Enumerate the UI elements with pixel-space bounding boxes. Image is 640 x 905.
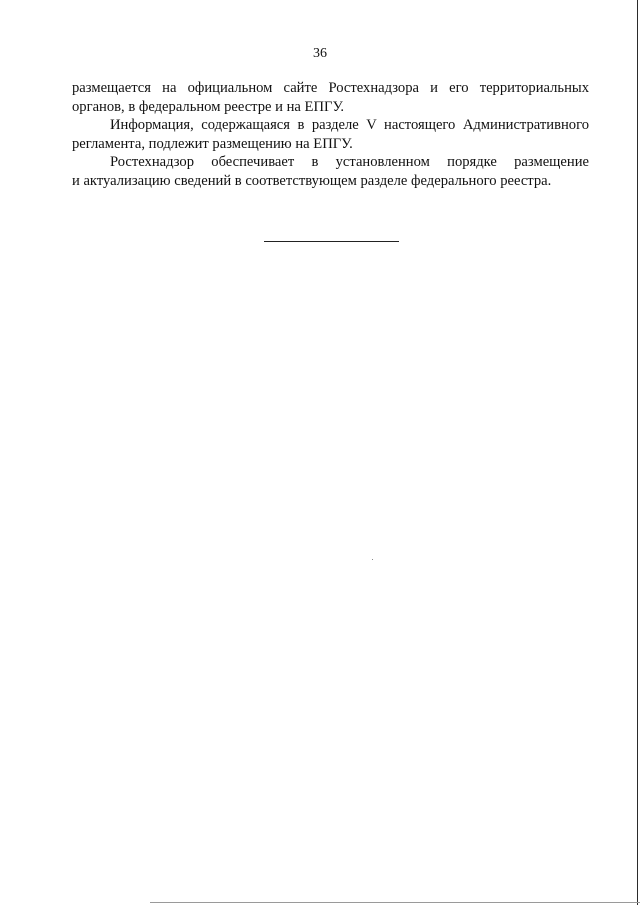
paragraph-3-line-2: и актуализацию сведений в соответствующем разделе федерального реестра. — [72, 172, 552, 189]
end-divider-line — [264, 241, 399, 242]
paragraph-2-line-1: Информация, содержащаяся в разделе V настоящего Административного — [110, 117, 589, 133]
body-text — [72, 79, 589, 190]
scan-speck — [372, 559, 373, 560]
paragraph-2-line-2: регламента, подлежит размещению на ЕПГУ. — [72, 135, 353, 152]
scan-edge-right — [637, 0, 638, 905]
scan-edge-bottom — [150, 902, 640, 903]
paragraph-1 — [72, 79, 589, 116]
page-number: 36 — [313, 46, 327, 61]
paragraph-3-line-1: Ростехнадзор обеспечивает в установленном порядке размещение — [110, 154, 589, 170]
paragraph-3 — [72, 153, 589, 190]
paragraph-1-line-1: размещается на официальном сайте Ростехнадзора и его территориальных — [72, 80, 589, 96]
paragraph-1-line-2: органов, в федеральном реестре и на ЕПГУ. — [72, 98, 345, 115]
paragraph-2 — [72, 116, 589, 153]
